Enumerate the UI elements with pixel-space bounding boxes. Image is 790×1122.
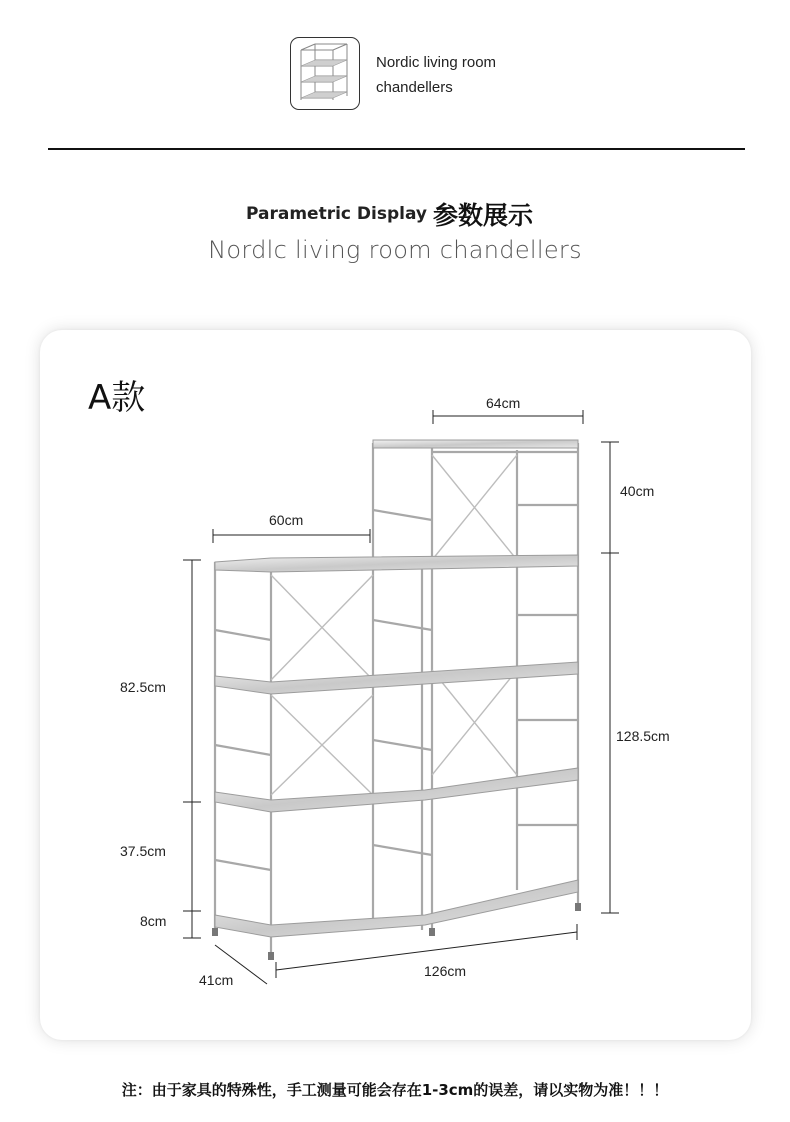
dim-left-height: 82.5cm: [120, 679, 166, 695]
dim-top-height: 40cm: [620, 483, 655, 499]
dim-shelf-gap: 37.5cm: [120, 843, 166, 859]
subheading: Nordlc living room chandellers: [208, 236, 582, 264]
dimension-lines: [183, 410, 619, 984]
dim-left-width: 60cm: [269, 512, 304, 528]
dim-total-width: 126cm: [424, 963, 467, 979]
heading-chinese: 参数展示: [433, 201, 534, 230]
top-caption-line1: Nordic living room: [376, 54, 497, 71]
measurement-note: 注：由于家具的特殊性，手工测量可能会存在1-3cm的误差，请以实物为准！！！: [121, 1081, 669, 1099]
variant-label: A款: [88, 378, 146, 418]
dim-total-height: 128.5cm: [616, 728, 670, 744]
dim-foot-height: 8cm: [140, 913, 167, 929]
dim-depth: 41cm: [199, 972, 234, 988]
dim-top-width: 64cm: [486, 395, 521, 411]
heading-english: Parametric Display: [246, 204, 427, 224]
top-caption-line2: chandellers: [376, 79, 453, 96]
